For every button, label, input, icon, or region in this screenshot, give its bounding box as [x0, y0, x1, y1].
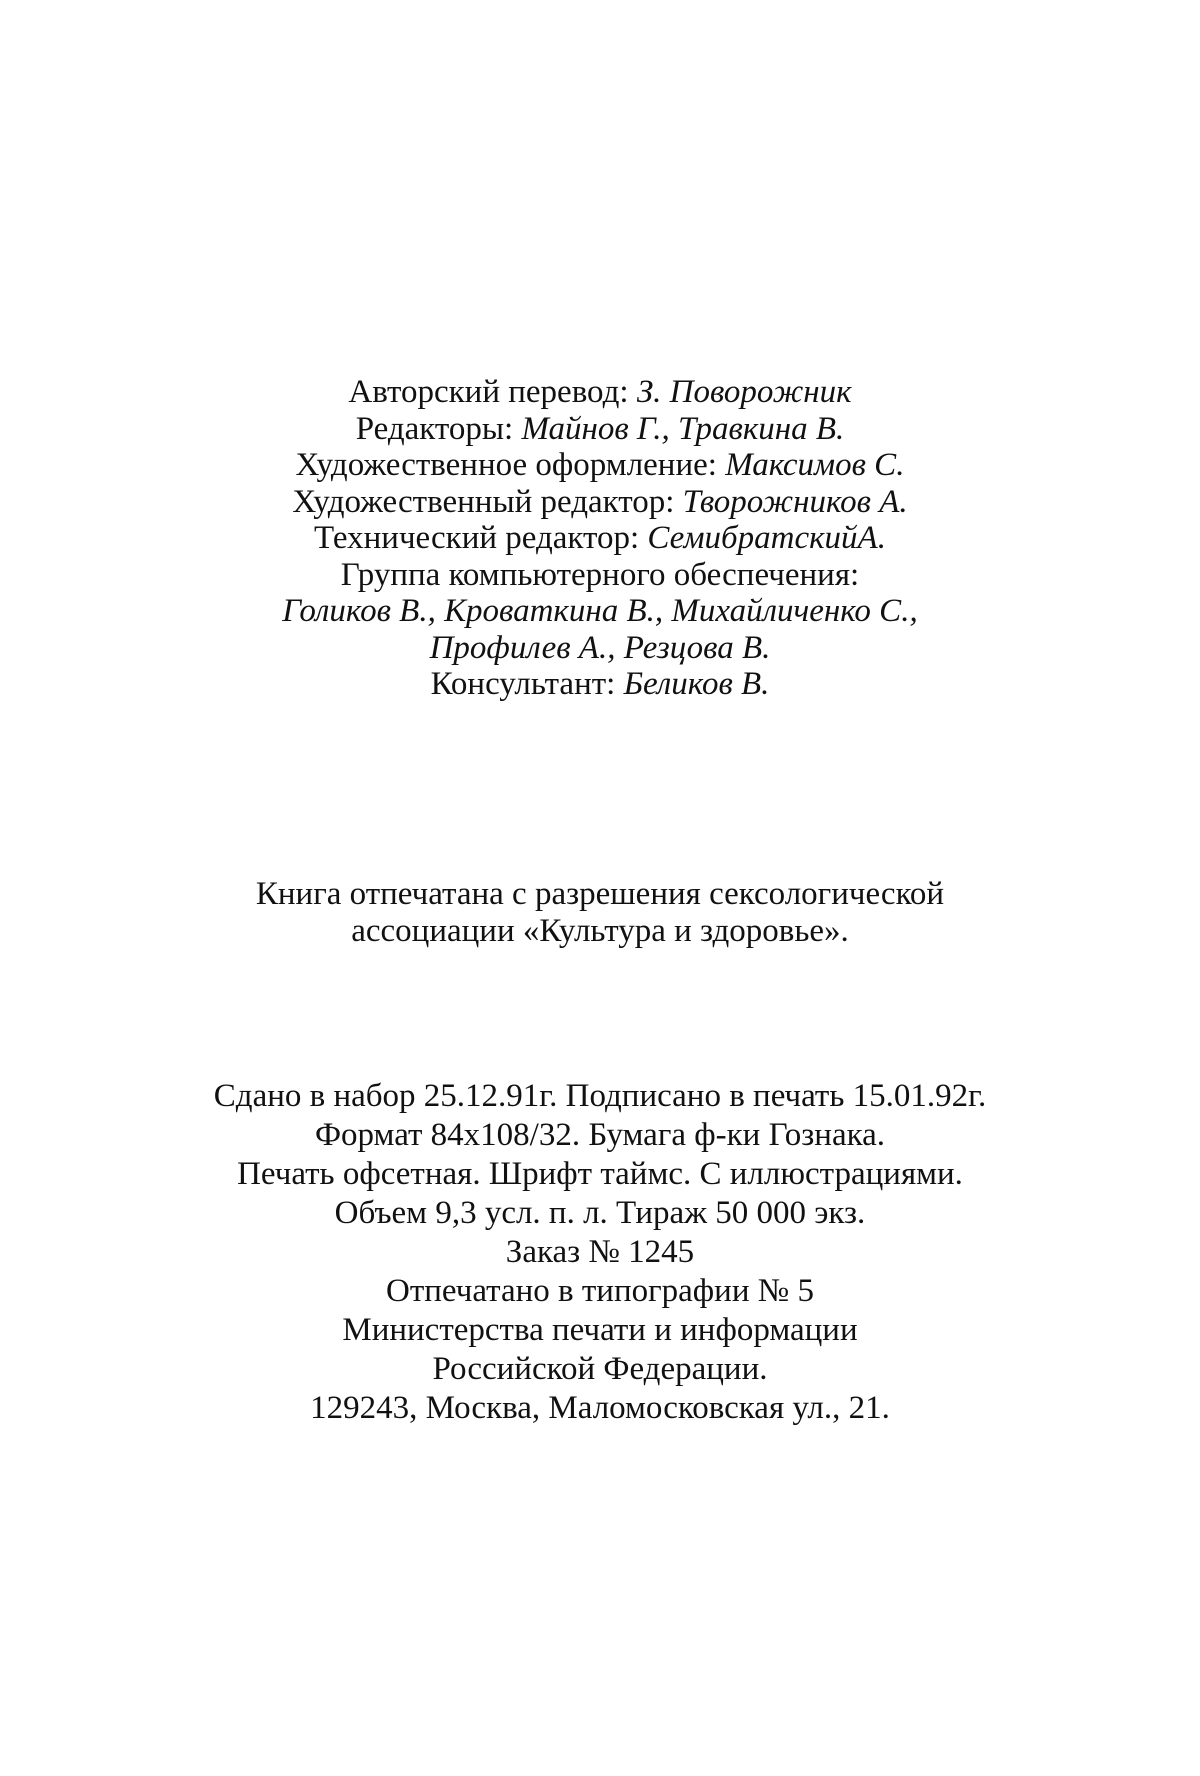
- credit-art-editor: Художественный редактор: Творожников А.: [292, 483, 908, 520]
- credit-editors: Редакторы: Майнов Г., Травкина В.: [355, 410, 845, 447]
- permission-note: [0, 876, 1200, 950]
- credit-computer-group-names-2: Профилев А., Резцова В.: [429, 629, 771, 666]
- credit-computer-group-label: Группа компьютерного обеспечения:: [340, 556, 860, 593]
- imprint-address: 129243, Москва, Маломосковская ул., 21.: [310, 1390, 890, 1426]
- credits-block: [0, 374, 1200, 703]
- imprint-volume: Объем 9,3 усл. п. л. Тираж 50 000 экз.: [334, 1195, 866, 1231]
- credit-technical-editor: Технический редактор: СемибратскийА.: [314, 520, 886, 556]
- credit-consultant: Консультант: Беликов В.: [430, 666, 770, 702]
- imprint-format: Формат 84х108/32. Бумага ф-ки Гознака.: [314, 1117, 886, 1153]
- permission-line-2: ассоциации «Культура и здоровье».: [351, 913, 849, 949]
- publication-details: [0, 1077, 1200, 1428]
- imprint-printing: Печать офсетная. Шрифт таймс. С иллюстрациями.: [237, 1156, 963, 1192]
- credit-art-design: Художественное оформление: Максимов С.: [295, 447, 905, 483]
- imprint-ministry: Министерства печати и информации: [342, 1312, 858, 1348]
- imprint-dates: Сдано в набор 25.12.91г. Подписано в печать 15.01.92г.: [213, 1078, 987, 1114]
- imprint-federation: Российской Федерации.: [432, 1351, 768, 1387]
- imprint-order: Заказ № 1245: [505, 1234, 695, 1270]
- permission-line-1: Книга отпечатана с разрешения сексологической: [255, 876, 945, 912]
- imprint-printer: Отпечатано в типографии № 5: [386, 1273, 814, 1309]
- credit-computer-group-names-1: Голиков В., Кроваткина В., Михайличенко С.,: [282, 593, 918, 629]
- credit-translation: Авторский перевод: З. Поворожник: [348, 374, 852, 410]
